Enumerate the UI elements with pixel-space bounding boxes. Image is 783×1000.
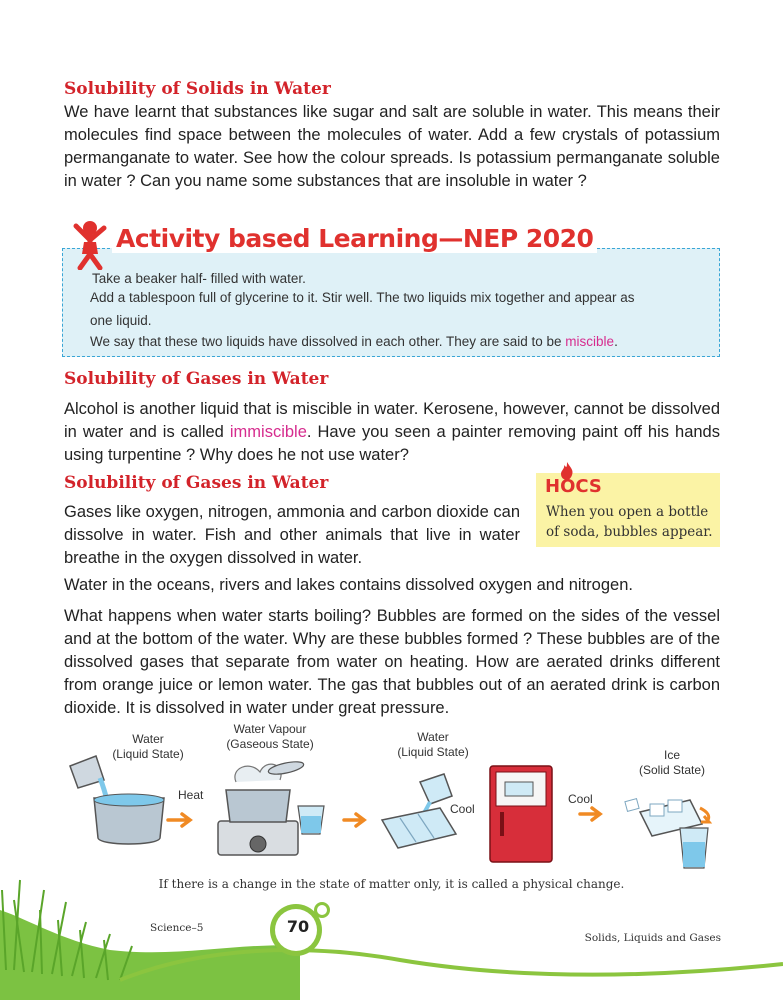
paragraph-boiling: What happens when water starts boiling? Bubbles are formed on the sides of the vessel and at the bottom of the water. Why are these bubbles formed ? These bubbles are of the dissolved gases that separate from water on heating. How are aerated drinks different from orange juice or lemon water. The gas that bubbles out of an aerated drink is carbon dioxide. It is dissolved in water under great pressure. — [64, 607, 720, 717]
activity-line-2: Add a tablespoon full of glycerine to it. Stir well. The two liquids mix together and appear as — [90, 290, 635, 305]
activity-line-4 — [90, 333, 710, 351]
hocs-title: HOCS — [545, 476, 602, 497]
alcohol-text: Alcohol is another liquid that is miscible in water. Kerosene, however, cannot be dissolved in water and is called — [64, 400, 720, 441]
term-miscible: miscible — [565, 334, 615, 349]
label-heat: Heat — [178, 788, 204, 802]
hocs-text: When you open a bottle of soda, bubbles appear. — [546, 504, 713, 540]
page-number: 70 — [286, 917, 310, 936]
alcohol-text-end: . Have you seen a painter removing paint off his hands using turpentine ? Why does he not use water? — [64, 423, 720, 464]
ice-tray-icon — [382, 774, 456, 848]
footer-chapter-title: Solids, Liquids and Gases — [584, 932, 721, 944]
section-heading-gases-1: Solubility of Gases in Water — [64, 369, 329, 389]
refrigerator-icon — [490, 766, 552, 862]
term-immiscible: immiscible — [229, 423, 307, 441]
activity-line-3: one liquid. — [90, 313, 152, 328]
label-cool-1: Cool — [450, 802, 475, 816]
paragraph-solids: We have learnt that substances like sugar and salt are soluble in water. This means their molecules find space between the molecules of water. Add a few crystals of potassium permanganate to water. See how the colour spreads. Is potassium permanganate soluble in water ? Can you name some substances that are insoluble in water ? — [64, 103, 720, 190]
child-figure-icon — [70, 218, 110, 270]
label-water-liquid-1: Water (Liquid State) — [112, 732, 184, 761]
activity-line-1: Take a beaker half- filled with water. — [92, 271, 306, 286]
paragraph-oceans: Water in the oceans, rivers and lakes contains dissolved oxygen and nitrogen. — [64, 576, 633, 594]
paragraph-gases: Gases like oxygen, nitrogen, ammonia and carbon dioxide can dissolve in water. Fish and other animals that live in water breathe in the oxygen dissolved in water. — [64, 503, 520, 567]
paragraph-alcohol — [64, 398, 720, 467]
section-heading-solids: Solubility of Solids in Water — [64, 79, 331, 99]
activity-line-4-end: . — [614, 334, 618, 349]
section-heading-gases-2: Solubility of Gases in Water — [64, 473, 329, 493]
glass-icon — [298, 806, 324, 834]
activity-line-4-text: We say that these two liquids have dissolved in each other. They are said to be — [90, 334, 566, 349]
activity-title: Activity based Learning—NEP 2020 — [112, 224, 597, 253]
grass-decoration — [0, 850, 783, 1000]
footer-book-title: Science–5 — [150, 922, 204, 934]
label-cool-2: Cool — [568, 792, 593, 806]
label-water-vapour: Water Vapour (Gaseous State) — [226, 722, 314, 751]
stove-icon — [218, 759, 305, 855]
label-ice-solid: Ice (Solid State) — [638, 748, 706, 777]
illustration-caption: If there is a change in the state of matter only, it is called a physical change. — [158, 877, 625, 891]
pot-pouring-icon — [70, 756, 164, 844]
label-water-liquid-2: Water (Liquid State) — [397, 730, 469, 759]
